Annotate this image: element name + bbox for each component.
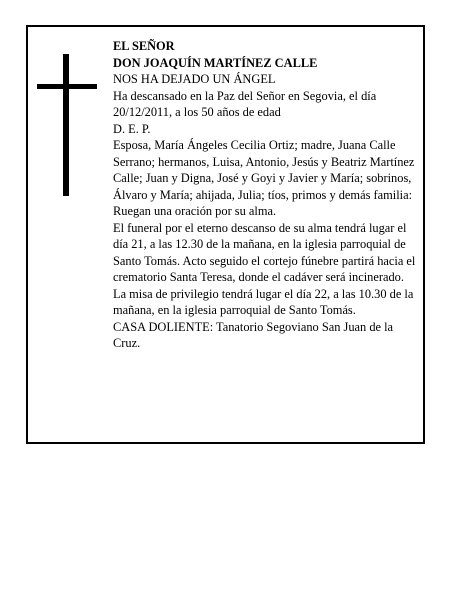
prayer-request: Ruegan una oración por su alma. — [113, 204, 277, 218]
notice-subtitle: NOS HA DEJADO UN ÁNGEL — [113, 72, 276, 86]
mourning-house: CASA DOLIENTE: Tanatorio Segoviano San Juan de la Cruz. — [113, 319, 394, 350]
cross-icon — [37, 54, 97, 196]
cross-vertical-bar — [63, 54, 69, 196]
rest-statement: Ha descansado en la Paz del Señor en Segovia, el día 20/12/2011, a los 50 años de edad — [113, 88, 377, 119]
dep-text: D. E. P. — [113, 121, 151, 136]
cross-horizontal-bar — [37, 84, 97, 89]
funeral-details: El funeral por el eterno descanso de su alma tendrá lugar el día 21, a las 12.30 de la mañana, en la iglesia parroquial de Santo Tomás. Acto seguido el cortejo fúnebre partirá hacia el crematorio Santa Teresa, donde el cadáver será incinerado. La misa de privilegio tendrá lugar el día 22, a las 10.30 de la mañana, en la iglesia parroquial de Santo Tomás. — [113, 220, 416, 317]
obituary-text — [113, 38, 418, 352]
deceased-title: EL SEÑOR — [113, 39, 175, 53]
deceased-name: DON JOAQUÍN MARTÍNEZ CALLE — [113, 55, 318, 70]
family-list: Esposa, María Ángeles Cecilia Ortiz; madre, Juana Calle Serrano; hermanos, Luisa, Antonio, Jesús y Beatriz Martínez Calle; Juan y Digna, José y Goyi y Javier y María; sobrinos, Álvaro y María; ahijada, Julia; tíos, primos y demás familia: — [113, 138, 415, 202]
